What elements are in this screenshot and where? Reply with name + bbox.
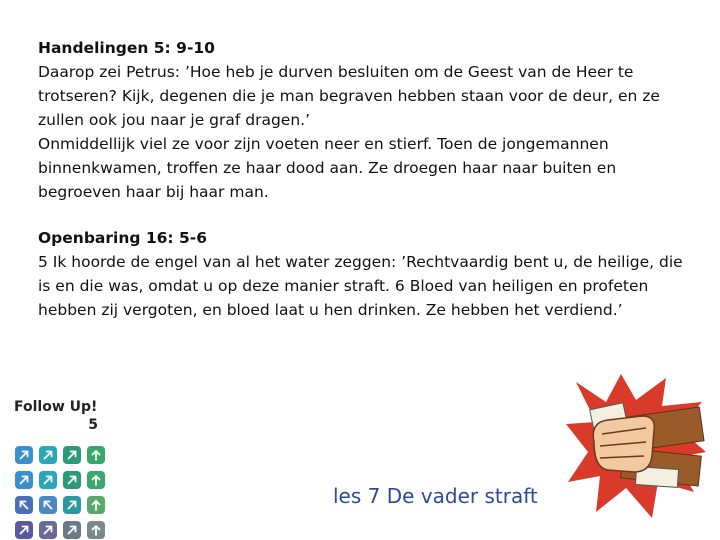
passage-paragraph: 5 Ik hoorde de engel van al het water zeggen: ’Rechtvaardig bent u, de heilige, die is en die was, omdat u op deze manier straft. 6 Bloed van heiligen en profeten hebben zij vergoten, en bloed laat u hen drinken. Ze hebben het verdiend.’	[38, 253, 683, 319]
passage-paragraph: Daarop zei Petrus: ’Hoe heb je durven besluiten om de Geest van de Heer te trotseren? Kijk, degenen die je man begraven hebben staan voor de deur, en ze zullen ook jou naar je graf dragen.’	[38, 63, 660, 129]
arrow-up-left-icon	[39, 496, 57, 514]
arrow-up-right-icon	[63, 471, 81, 489]
arrow-up-icon	[87, 471, 105, 489]
arrow-up-right-icon	[63, 496, 81, 514]
arrow-up-icon	[87, 496, 105, 514]
scripture-text	[38, 36, 688, 322]
arrow-up-left-icon	[15, 496, 33, 514]
arrow-up-right-icon	[63, 446, 81, 464]
passage-reference: Openbaring 16: 5-6	[38, 229, 208, 247]
arrow-up-right-icon	[15, 446, 33, 464]
fists-over-rules-icon	[566, 372, 708, 522]
arrow-up-icon	[87, 446, 105, 464]
arrow-logo-grid	[15, 446, 105, 539]
arrow-up-right-icon	[39, 471, 57, 489]
arrow-up-right-icon	[15, 471, 33, 489]
arrow-up-right-icon	[39, 521, 57, 539]
arrow-up-right-icon	[63, 521, 81, 539]
passage-reference: Handelingen 5: 9-10	[38, 39, 215, 57]
lesson-title: les 7 De vader straft	[333, 484, 538, 508]
follow-up-badge	[14, 398, 114, 434]
arrow-up-right-icon	[15, 521, 33, 539]
spacer	[38, 204, 688, 226]
passage-paragraph: Onmiddellijk viel ze voor zijn voeten neer en stierf. Toen de jongemannen binnenkwamen, troffen ze haar dood aan. Ze droegen haar naar buiten en begroeven haar bij haar man.	[38, 135, 617, 201]
badge-title: Follow Up!	[14, 399, 98, 415]
arrow-up-icon	[87, 521, 105, 539]
clenched-fists	[593, 416, 654, 472]
badge-number: 5	[88, 417, 98, 433]
arrow-up-right-icon	[39, 446, 57, 464]
